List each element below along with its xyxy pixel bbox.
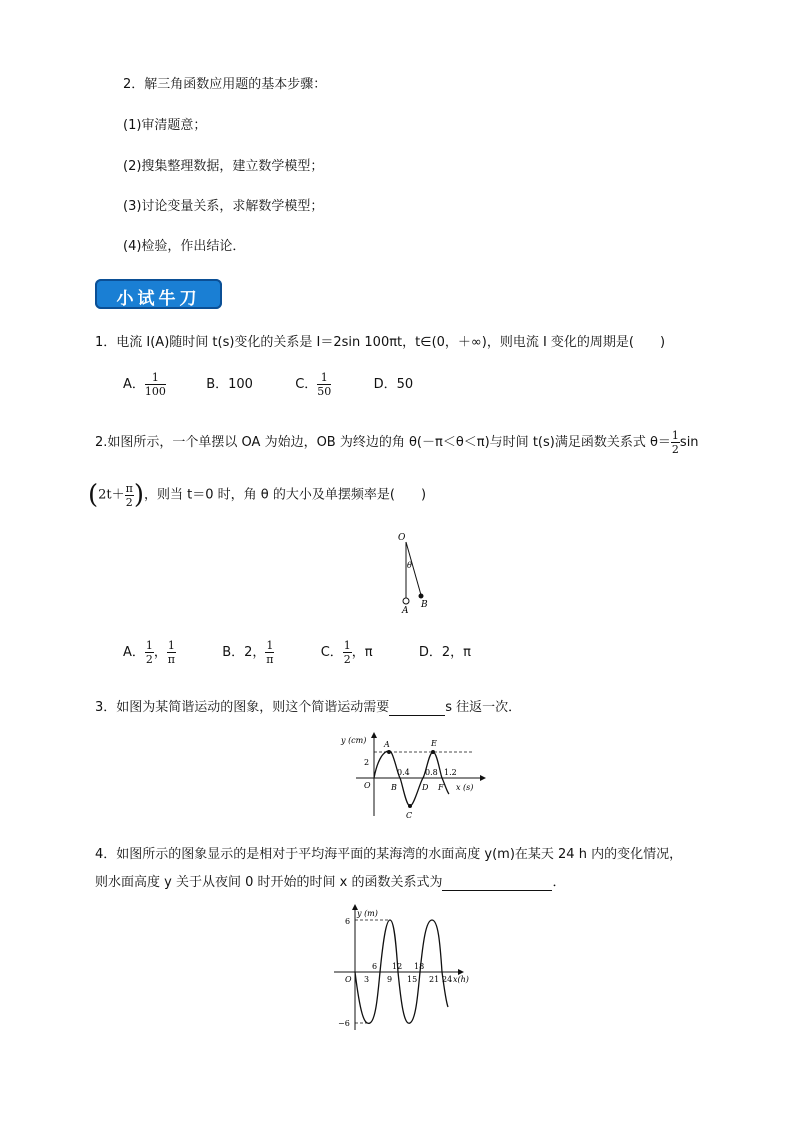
q4-xtick-9: 9	[387, 975, 393, 984]
q3-xtick-04: 0.4	[397, 768, 410, 777]
q2-option-b	[222, 639, 274, 666]
q3-point-c	[408, 804, 412, 808]
q4-x-label: x(h)	[453, 975, 469, 984]
pendulum-point-b	[419, 594, 424, 599]
frac-den: 2	[145, 653, 153, 666]
q4-xtick-24: 24	[442, 975, 453, 984]
frac-num: 1	[317, 372, 331, 385]
section-banner	[95, 279, 222, 309]
q4-line2-text: 则水面高度 y 关于从夜间 0 时开始的时间 x 的函数关系式为	[95, 875, 443, 890]
frac-den: 50	[317, 385, 332, 398]
frac-den: π	[266, 653, 274, 666]
q3-label-b: B	[391, 783, 397, 792]
q2-line2	[88, 480, 426, 510]
q4-xtick-18: 18	[414, 962, 425, 971]
frac	[343, 640, 352, 665]
q2-line1	[95, 430, 699, 455]
q2-inner: 2t＋	[98, 487, 125, 503]
frac-num: 1	[266, 639, 274, 652]
q3-origin: O	[364, 781, 371, 790]
q2-pi-half	[125, 483, 134, 508]
pendulum-label-b: B	[421, 600, 428, 610]
frac-num: 1	[343, 639, 351, 652]
frac-den: 100	[144, 385, 166, 398]
frac-num: 1	[167, 639, 175, 652]
q2-half-fraction	[671, 430, 680, 455]
q3-graph	[336, 730, 486, 820]
q4-origin: O	[345, 975, 352, 984]
q2-option-c	[320, 639, 373, 666]
q3-label-f: F	[438, 783, 444, 792]
step-1: (1)审清题意；	[123, 118, 207, 133]
q3-point-e	[431, 750, 435, 754]
sep: ，	[153, 645, 167, 660]
frac-den: 2	[671, 443, 679, 456]
q2-paren-close: )	[133, 480, 145, 510]
q2-line1-text: 2.如图所示，一个单摆以 OA 为始边，OB 为终边的角 θ(－π＜θ＜π)与时间 t(s)满足函数关系式 θ＝	[95, 435, 671, 450]
q3-text-a: 3．如图为某简谐运动的图象，则这个简谐运动需要	[95, 700, 390, 715]
q3-text	[95, 696, 521, 716]
q4-graph	[330, 902, 480, 1032]
section-banner-label: 小试牛刀	[116, 289, 201, 309]
pendulum-point-a	[403, 598, 409, 604]
q4-xtick-6: 6	[372, 962, 378, 971]
q1-option-a-fraction	[145, 372, 166, 397]
q4-xtick-12: 12	[392, 962, 403, 971]
frac-num: 1	[145, 639, 153, 652]
q3-label-e: E	[431, 739, 437, 748]
q3-xtick-08: 0.8	[425, 768, 438, 777]
q4-line2-end: ．	[552, 875, 566, 890]
q2-option-c-label: C．	[320, 645, 343, 660]
q4-xtick-21: 21	[429, 975, 440, 984]
frac-num: 1	[145, 372, 166, 385]
q2-line2-text: ，则当 t＝0 时，角 θ 的大小及单摆频率是( )	[144, 487, 427, 503]
q2-paren-open: (	[88, 480, 99, 510]
frac	[167, 640, 176, 665]
q4-answer-blank[interactable]	[442, 875, 552, 891]
q3-text-b: s 往返一次．	[445, 700, 522, 715]
q3-label-c: C	[406, 811, 413, 820]
step-4: (4)检验，作出结论．	[123, 239, 246, 254]
frac-num: π	[125, 481, 133, 495]
q4-xtick-15: 15	[407, 975, 418, 984]
q2-sin: sin	[679, 435, 699, 450]
q3-label-d: D	[422, 783, 429, 792]
q1-option-b: B．100	[206, 377, 253, 392]
q3-sine-curve	[374, 751, 449, 806]
q4-ytick-bottom: −6	[338, 1019, 350, 1028]
q1-option-c-label: C．	[295, 377, 318, 392]
q4-line1: 4．如图所示的图象显示的是相对于平均海平面的某海湾的水面高度 y(m)在某天 24 h 内的变化情况，	[95, 847, 683, 862]
q3-answer-blank[interactable]	[389, 700, 445, 716]
q2-option-b-label: B．2，	[222, 645, 266, 660]
pendulum-figure	[388, 528, 448, 618]
q1-option-a	[123, 371, 170, 398]
q3-point-a	[387, 750, 391, 754]
step-3: (3)讨论变量关系，求解数学模型；	[123, 199, 324, 214]
q1-option-a-label: A．	[123, 377, 145, 392]
q4-line2	[95, 871, 565, 891]
q1-options	[123, 372, 413, 397]
frac-den: π	[167, 653, 176, 666]
q3-x-arrow	[480, 775, 486, 781]
frac-den: 2	[343, 653, 351, 666]
frac	[265, 640, 274, 665]
pendulum-label-a: A	[402, 606, 409, 616]
pendulum-label-o: O	[398, 533, 406, 543]
q3-y-label: y (cm)	[341, 736, 367, 745]
frac-num: 1	[671, 429, 679, 442]
q3-y-arrow	[371, 732, 377, 738]
q2-options	[123, 640, 471, 665]
q4-xtick-3: 3	[364, 975, 370, 984]
q2-option-c-rest: ，π	[351, 645, 373, 660]
q3-x-label: x (s)	[456, 783, 474, 792]
q3-ytick-2: 2	[364, 758, 370, 767]
q1-option-c-fraction	[317, 372, 331, 397]
q2-option-a-label: A．	[123, 645, 145, 660]
steps-heading: 2．解三角函数应用题的基本步骤：	[123, 77, 327, 92]
q1-option-d: D．50	[373, 377, 414, 392]
q3-xtick-12: 1.2	[444, 768, 457, 777]
q3-label-a: A	[384, 740, 390, 749]
q2-option-d: D．2，π	[418, 645, 471, 660]
q2-option-a	[123, 639, 176, 666]
pendulum-label-theta: θ	[407, 561, 412, 570]
step-2: (2)搜集整理数据，建立数学模型；	[123, 159, 324, 174]
q1-text: 1．电流 I(A)随时间 t(s)变化的关系是 I＝2sin 100πt，t∈(0，＋∞)，则电流 I 变化的周期是( )	[95, 335, 666, 350]
frac-den: 2	[125, 495, 133, 509]
q4-ytick-top: 6	[345, 917, 351, 926]
q4-y-label: y (m)	[357, 909, 378, 918]
frac	[145, 640, 154, 665]
q1-option-c	[295, 371, 335, 398]
